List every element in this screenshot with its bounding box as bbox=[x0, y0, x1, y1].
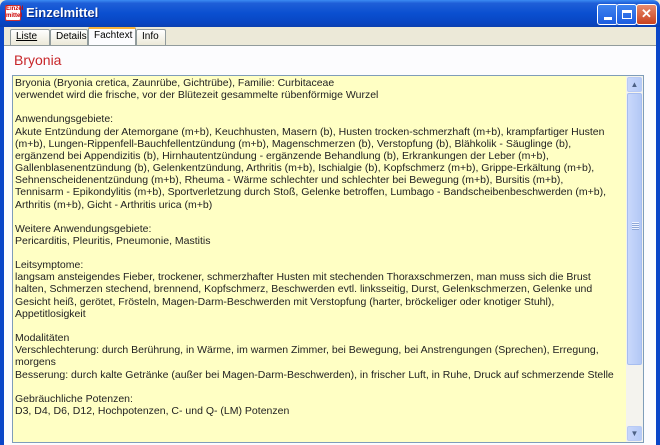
app-icon[interactable]: Einzel mittel bbox=[6, 6, 24, 19]
tab-info[interactable]: Info bbox=[136, 29, 166, 45]
title-bar[interactable] bbox=[0, 0, 660, 27]
maximize-button[interactable] bbox=[616, 4, 637, 25]
vertical-scrollbar[interactable] bbox=[626, 76, 643, 442]
paragraph-potenzen: Gebräuchliche Potenzen: D3, D4, D6, D12, Hochpotenzen, C- und Q- (LM) Potenzen bbox=[15, 392, 290, 417]
window-title: Einzelmittel bbox=[26, 5, 99, 20]
close-icon: ✕ bbox=[641, 6, 652, 21]
fachtext-content[interactable] bbox=[15, 77, 624, 443]
tab-strip bbox=[4, 27, 656, 45]
minimize-button[interactable] bbox=[597, 4, 618, 25]
paragraph-modalitaeten: Modalitäten Verschlechterung: durch Berührung, in Wärme, im warmen Zimmer, bei Bewegung, bei Anstrengungen (Sprechen), Erregung, morgens Besserung: durch kalte Getränke (außer bei Magen-Darm-Beschwerden), in frischer Luft, in Ruhe, Druck auf schmerzende Stelle bbox=[15, 332, 614, 381]
scroll-down-button[interactable] bbox=[627, 426, 642, 441]
fachtext-textbox[interactable] bbox=[12, 75, 644, 443]
scroll-thumb[interactable] bbox=[627, 93, 642, 365]
paragraph-weitere-anwendungsgebiete: Weitere Anwendungsgebiete: Pericarditis, Pleuritis, Pneumonie, Mastitis bbox=[15, 222, 211, 247]
minimize-icon bbox=[604, 17, 612, 20]
remedy-heading: Bryonia bbox=[14, 52, 62, 68]
paragraph-leitsymptome: Leitsymptome: langsam ansteigendes Fieber, trockener, schmerzhafter Husten mit stechenden Thoraxschmerzen, man muss sich die Brust halten, Schmerzen stechend, brennend, Kopfschmerz, Beschwerden evtl. linksseitig, Durst, Gelenkschmerzen, Gelenke und Gesicht heiß, gerötet, Frösteln, Magen-Darm-Beschwerden mit Verstopfung (harter, bröckeliger oder knotiger Stuhl), Appetitlosigkeit bbox=[15, 259, 593, 320]
tab-fachtext[interactable]: Fachtext bbox=[88, 27, 136, 45]
chevron-down-icon: ▼ bbox=[630, 429, 639, 438]
tab-panel bbox=[4, 45, 656, 445]
window-border-right bbox=[656, 27, 660, 445]
tab-details[interactable]: Details bbox=[50, 29, 88, 45]
chevron-up-icon: ▲ bbox=[630, 80, 639, 89]
paragraph-intro: Bryonia (Bryonia cretica, Zaunrübe, Gichtrübe), Familie: Curbitaceae verwendet wird die frische, vor der Blütezeit gesammelte rübenförmige Wurzel bbox=[15, 77, 379, 102]
close-button[interactable] bbox=[636, 4, 657, 25]
paragraph-anwendungsgebiete: Anwendungsgebiete: Akute Entzündung der Atemorgane (m+b), Keuchhusten, Masern (b), Husten trocken-schmerzhaft (m+b), krampfartiger Husten (m+b), Lungen-Rippenfell-Bauchfellentzündung (m+b), Magenschmerzen (b), Verstopfung (b), Blähkolik - Säuglinge (b), ergänzend bei Appendizitis (b), Hirnhautentzündung - ergänzende Behandlung (b), Erkrankungen der Leber (m+b), Gallenblasenentzündung (b), Gelenkentzündung, Arthritis (m+b), Ischialgie (b), Kopfschmerz (m+b), Grippe-Erkältung (m+b), Sehnenscheidenentzündung (m+b), Rheuma - Wärme schlechter und schlechter bei Bewegung (m+b), Bursitis (m+b), Tennisarm - Epikondylitis (m+b), Sportverletzung durch Stoß, Gelenke betroffen, Lumbago - Bandscheibenbeschwerden (m+b), Arthritis (m+b), Gicht - Arthritis urica (m+b) bbox=[15, 113, 607, 211]
maximize-icon bbox=[622, 10, 632, 19]
tab-liste[interactable]: Liste bbox=[10, 29, 50, 45]
grip-icon bbox=[632, 222, 639, 230]
scroll-up-button[interactable] bbox=[627, 77, 642, 92]
